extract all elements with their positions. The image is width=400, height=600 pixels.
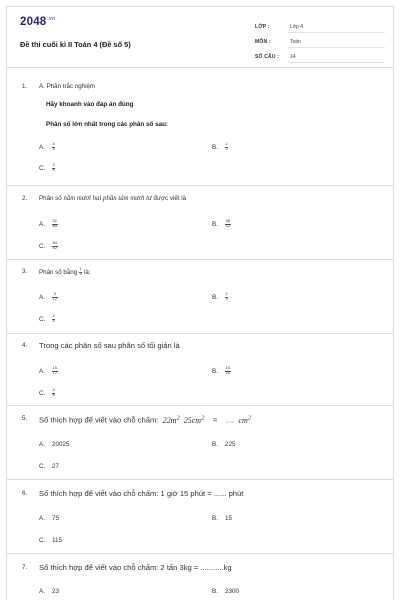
option-b[interactable]: B. $\frac{2}{3}$: [212, 292, 228, 301]
question-divider: [7, 259, 393, 260]
option-b[interactable]: B. 2300: [212, 588, 240, 595]
option-b[interactable]: B. 225: [212, 441, 236, 448]
question-instruction: Hãy khoanh vào đáp án đúng: [46, 101, 134, 108]
option-a[interactable]: A. $\frac{3}{12}$: [39, 292, 58, 301]
question-prompt: Số thích hợp để viết vào chỗ chấm: 2 tấn 3kg = ...........kg: [39, 563, 232, 572]
option-b[interactable]: B. $\frac{2}{3}$: [212, 142, 228, 151]
worksheet-page: $2048^{.vn}$ Đề thi cuối kì II Toán 4 (Đề số 5) LỚP : Lớp 4 MÔN : Toán SỐ CÂU : 14 1. A. Phần trắc nghiệm Hãy khoanh vào đáp án đúng Phân số lớn nhất trong các phân số sau: A. $\frac{4}{5}$ B. $\frac{2}{3}$ C. $\frac{3}{4}$ 2. Phân số năm mươi hai phần tám mươi tư được viết là A. $\frac{52}{84}$ B. $\frac{48}{52}$ C. $\frac{84}{52}$ 3. Phân số bằng $\frac{1}{2}$ là: A. $\frac{3}{12}$ B. $\frac{2}{3}$ C. $\frac{2}{4}$ 4. Trong các phân số sau phân số tối giản là A. $\frac{15}{17}$ B. $\frac{10}{20}$ C. $\frac{4}{6}$ 5. Số thích hợp để viết vào chỗ chấm: $22m^2$ $25cm^2$ = .... $cm^2$ A. 20025 B. 225 C. 27 6. Số thích hợp để viết vào chỗ chấm: 1 giờ 15 phút = ...... phút A. 75 B. 15 C. 115 7. Số thích hợp để viết vào chỗ chấm: 2 tấn 3kg = ...........kg A. 23 B. 2300: [6, 6, 394, 600]
question-prompt: Phân số bằng $\frac{1}{2}$ là:: [39, 267, 91, 276]
question-divider: [7, 185, 393, 186]
question-prompt: Phân số năm mươi hai phần tám mươi tư được viết là: [39, 195, 187, 202]
option-a[interactable]: A. 20025: [39, 441, 70, 448]
question-prompt: Số thích hợp để viết vào chỗ chấm: 1 giờ 15 phút = ...... phút: [39, 489, 244, 498]
question-prompt: Phân số lớn nhất trong các phân số sau:: [46, 121, 169, 128]
option-b[interactable]: B. 15: [212, 515, 233, 522]
question-divider: [7, 333, 393, 334]
section-title: A. Phần trắc nghiệm: [39, 83, 96, 90]
option-a[interactable]: A. 75: [39, 515, 60, 522]
option-c[interactable]: C. $\frac{3}{4}$: [39, 163, 55, 172]
header-divider: [7, 67, 393, 68]
question-divider: [7, 479, 393, 480]
option-c[interactable]: C. $\frac{4}{6}$: [39, 388, 55, 397]
option-c[interactable]: C. 115: [39, 537, 63, 544]
question-prompt: Trong các phân số sau phân số tối giản là: [39, 341, 180, 350]
option-a[interactable]: A. 23: [39, 588, 60, 595]
option-b[interactable]: B. $\frac{48}{52}$: [212, 219, 231, 228]
question-divider: [7, 405, 393, 406]
option-a[interactable]: A. $\frac{15}{17}$: [39, 366, 58, 375]
question-divider: [7, 553, 393, 554]
option-c[interactable]: C. $\frac{2}{4}$: [39, 314, 55, 323]
option-c[interactable]: C. 27: [39, 463, 60, 470]
option-b[interactable]: B. $\frac{10}{20}$: [212, 366, 231, 375]
question-prompt: Số thích hợp để viết vào chỗ chấm: $22m^2$ $25cm^2$ = .... $cm^2$: [39, 414, 252, 425]
option-a[interactable]: A. $\frac{52}{84}$: [39, 219, 58, 228]
option-c[interactable]: C. $\frac{84}{52}$: [39, 241, 58, 250]
site-logo[interactable]: $2048^{.vn}$: [20, 16, 56, 28]
exam-title: Đề thi cuối kì II Toán 4 (Đề số 5): [20, 40, 131, 49]
option-a[interactable]: A. $\frac{4}{5}$: [39, 142, 55, 151]
